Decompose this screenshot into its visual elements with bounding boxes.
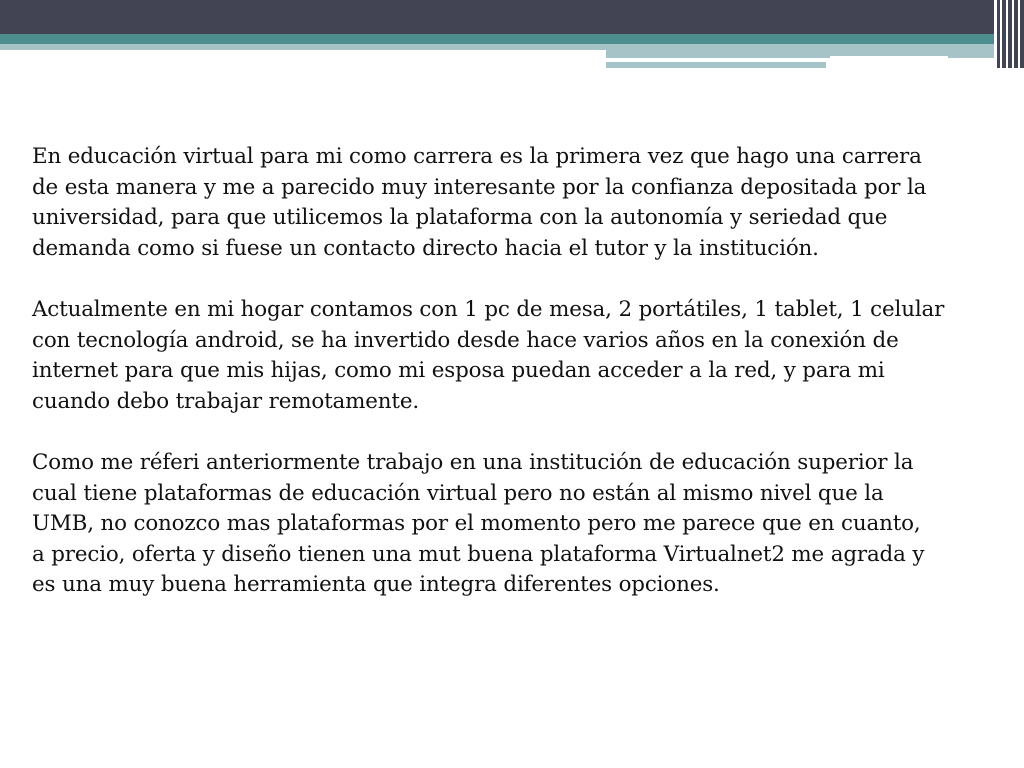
header-accent-bar-upper xyxy=(606,50,1024,58)
slide-body-text xyxy=(32,142,992,632)
header-gap xyxy=(0,50,606,68)
corner-stripe-light xyxy=(994,0,997,68)
paragraph-virtual-education: En educación virtual para mi como carrera es la primera vez que hago una carrera de esta manera y me a parecido muy interesante por la confianza depositada por la universidad, para que utilicemos la plataforma con la autonomía y seriedad que demanda como si fuese un contacto directo hacia el tutor y la institución. xyxy=(32,144,927,261)
header-dark-band xyxy=(0,0,1024,34)
header-accent-bar-lower xyxy=(606,62,826,68)
paragraph-platform-comparison: Como me réferi anteriormente trabajo en una institución de educación superior la cual tiene plataformas de educación virtual pero no están al mismo nivel que la UMB, no conozco mas plataformas por el momento pero me parece que en cuanto, a precio, oferta y diseño tienen una mut buena plataforma Virtualnet2 me agrada y es una muy buena herramienta que integra diferentes opciones. xyxy=(32,449,925,598)
header-teal-band xyxy=(0,34,1024,44)
corner-stripe-dark xyxy=(1020,0,1024,68)
paragraph-home-devices: Actualmente en mi hogar contamos con 1 pc de mesa, 2 portátiles, 1 tablet, 1 celular con tecnología android, se ha invertido desde hace varios años en la conexión de internet para que mis hijas, como mi esposa puedan acceder a la red, y para mi cuando debo trabajar remotamente. xyxy=(32,296,945,414)
header-accent-line xyxy=(830,56,948,58)
